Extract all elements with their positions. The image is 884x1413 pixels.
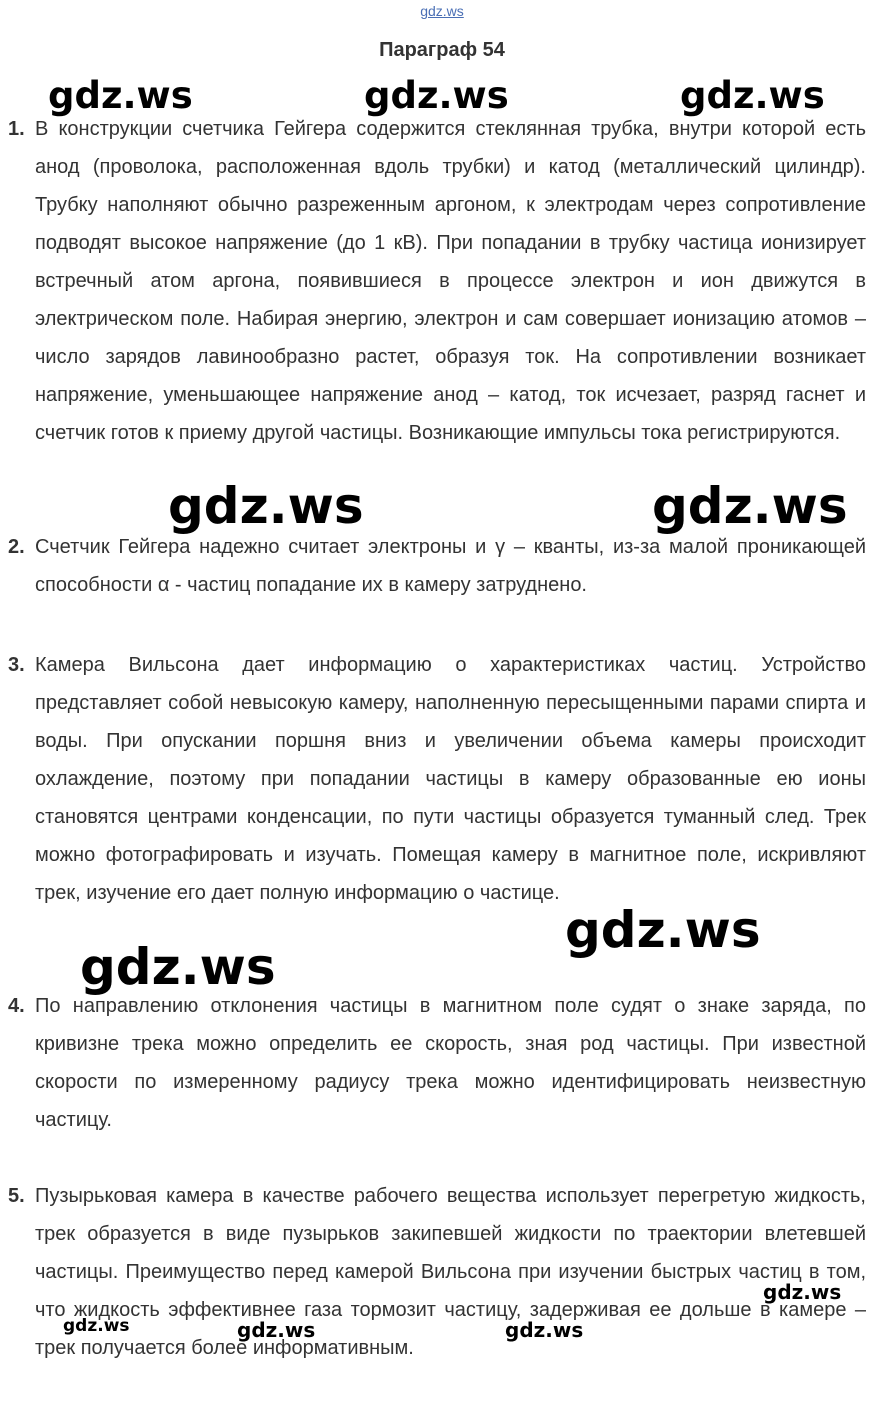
watermark: gdz.ws xyxy=(680,74,825,117)
item-number: 2. xyxy=(8,536,25,558)
item-number: 5. xyxy=(8,1185,25,1207)
item-number: 3. xyxy=(8,654,25,676)
item-text: В конструкции счетчика Гейгера содержится стеклянная трубка, внутри которой есть анод (проволока, расположенная вдоль трубки) и катод (металлический цилиндр). Трубку наполняют обычно разреженным аргоном, к электродам через сопротивление подводят высокое напряжение (до 1 кВ). При попадании в трубку частица ионизирует встречный атом аргона, появившиеся в процессе электрон и ион движутся в электрическом поле. Набирая энергию, электрон и сам совершает ионизацию атомов – число зарядов лавинообразно растет, образуя ток. На сопротивлении возникает напряжение, уменьшающее напряжение анод – катод, ток исчезает, разряд гаснет и счетчик готов к приему другой частицы. Возникающие импульсы тока регистрируются. xyxy=(35,118,866,444)
watermark: gdz.ws xyxy=(80,938,276,996)
watermark: gdz.ws xyxy=(652,477,848,535)
page-title: Параграф 54 xyxy=(379,39,505,61)
item-text: Счетчик Гейгера надежно считает электроны и γ – кванты, из-за малой проникающей способности α - частиц попадание их в камеру затруднено. xyxy=(35,536,866,596)
watermark: gdz.ws xyxy=(63,1316,130,1336)
watermark: gdz.ws xyxy=(763,1280,842,1304)
item-number: 1. xyxy=(8,118,25,140)
watermark: gdz.ws xyxy=(48,74,193,117)
top-watermark-link[interactable]: gdz.ws xyxy=(420,3,464,19)
watermark: gdz.ws xyxy=(168,477,364,535)
watermark: gdz.ws xyxy=(237,1318,316,1342)
item-text: Пузырьковая камера в качестве рабочего вещества использует перегретую жидкость, трек образуется в виде пузырьков закипевшей жидкости по траектории влетевшей частицы. Преимущество перед камерой Вильсона при изучении быстрых частиц в том, что жидкость эффективнее газа тормозит частицу, задерживая ее дольше в камере – трек получается более информативным. xyxy=(35,1185,866,1359)
watermark: gdz.ws xyxy=(565,901,761,959)
watermark: gdz.ws xyxy=(505,1318,584,1342)
item-number: 4. xyxy=(8,995,25,1017)
item-text: По направлению отклонения частицы в магнитном поле судят о знаке заряда, по кривизне трека можно определить ее скорость, зная род частицы. При известной скорости по измеренному радиусу трека можно идентифицировать неизвестную частицу. xyxy=(35,995,866,1131)
watermark: gdz.ws xyxy=(364,74,509,117)
item-text: Камера Вильсона дает информацию о характеристиках частиц. Устройство представляет собой невысокую камеру, наполненную пересыщенными парами спирта и воды. При опускании поршня вниз и увеличении объема камеры происходит охлаждение, поэтому при попадании частицы в камеру образованные ею ионы становятся центрами конденсации, по пути частицы образуется туманный след. Трек можно фотографировать и изучать. Помещая камеру в магнитное поле, искривляют трек, изучение его дает полную информацию о частице. xyxy=(35,654,866,904)
